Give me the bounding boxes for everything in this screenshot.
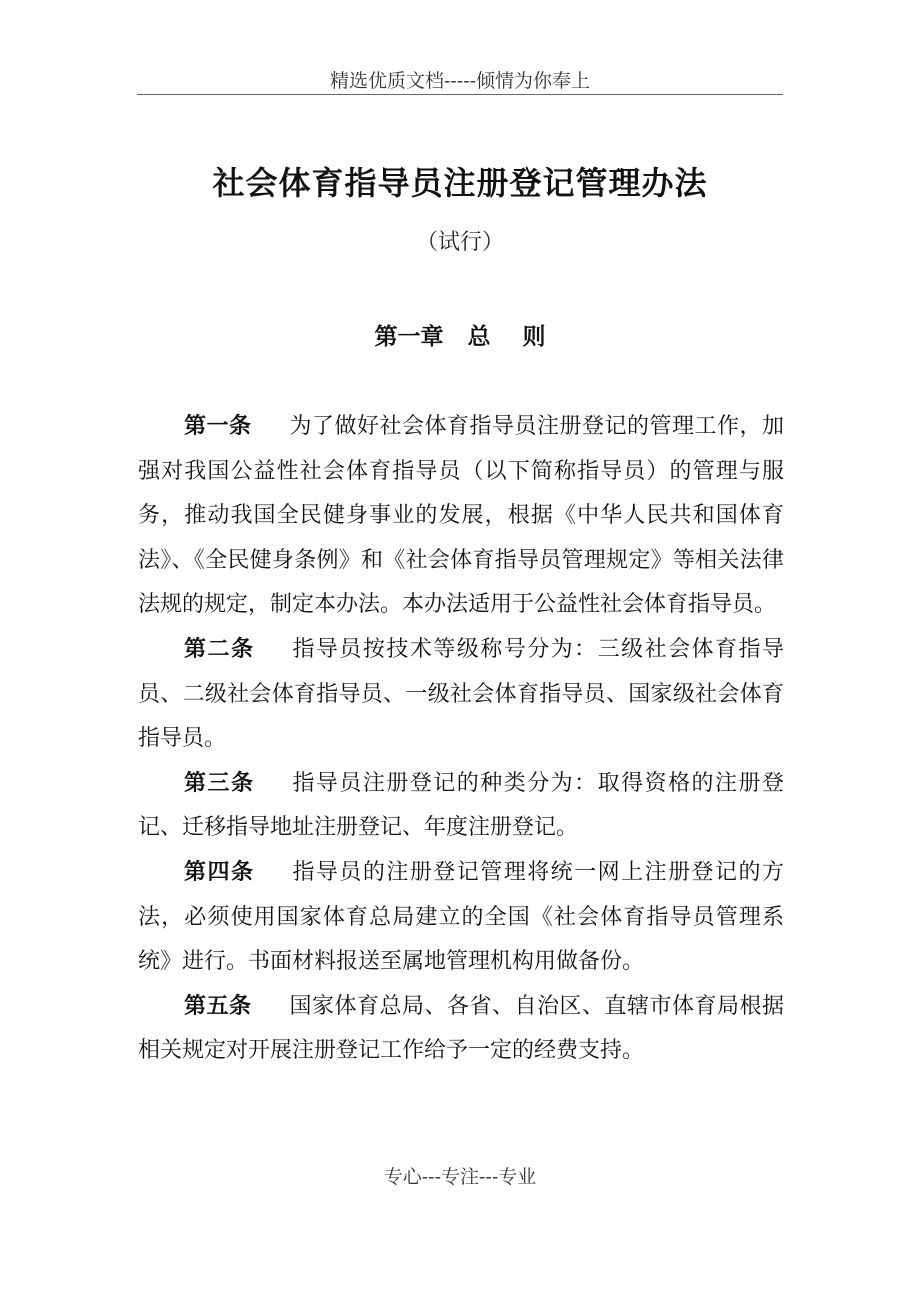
document-title: 社会体育指导员注册登记管理办法 bbox=[212, 164, 708, 202]
article-text: 指导员按技术等级称号分为：三级社会体育指导员、二级社会体育指导员、一级社会体育指导员、国家级社会体育指导员。 bbox=[138, 636, 784, 752]
document-subtitle: （试行） bbox=[415, 230, 504, 255]
article-3 bbox=[138, 762, 784, 851]
page-header: 精选优质文档-----倾情为你奉上 bbox=[329, 70, 591, 92]
article-label: 第三条 bbox=[184, 770, 255, 796]
article-text: 指导员的注册登记管理将统一网上注册登记的方法，必须使用国家体育总局建立的全国《社会体育指导员管理系统》进行。书面材料报送至属地管理机构用做备份。 bbox=[138, 859, 784, 975]
article-label: 第二条 bbox=[184, 636, 255, 662]
article-2 bbox=[138, 628, 784, 762]
article-label: 第五条 bbox=[184, 993, 252, 1019]
header-divider bbox=[137, 94, 783, 95]
article-1 bbox=[138, 405, 784, 628]
article-text: 国家体育总局、各省、自治区、直辖市体育局根据相关规定对开展注册登记工作给予一定的经费支持。 bbox=[138, 993, 784, 1064]
article-label: 第四条 bbox=[184, 859, 255, 885]
article-4 bbox=[138, 851, 784, 985]
chapter-heading: 第一章 总 则 bbox=[374, 324, 546, 350]
article-text: 指导员注册登记的种类分为：取得资格的注册登记、迁移指导地址注册登记、年度注册登记。 bbox=[138, 770, 784, 841]
article-text: 为了做好社会体育指导员注册登记的管理工作，加强对我国公益性社会体育指导员（以下简称指导员）的管理与服务，推动我国全民健身事业的发展，根据《中华人民共和国体育法》、《全民健身条例》和《社会体育指导员管理规定》等相关法律法规的规定，制定本办法。本办法适用于公益性社会体育指导员。 bbox=[138, 414, 784, 618]
page-footer: 专心---专注---专业 bbox=[383, 1166, 537, 1188]
document-body bbox=[138, 405, 784, 1074]
article-label: 第一条 bbox=[184, 414, 252, 439]
article-5 bbox=[138, 985, 784, 1074]
